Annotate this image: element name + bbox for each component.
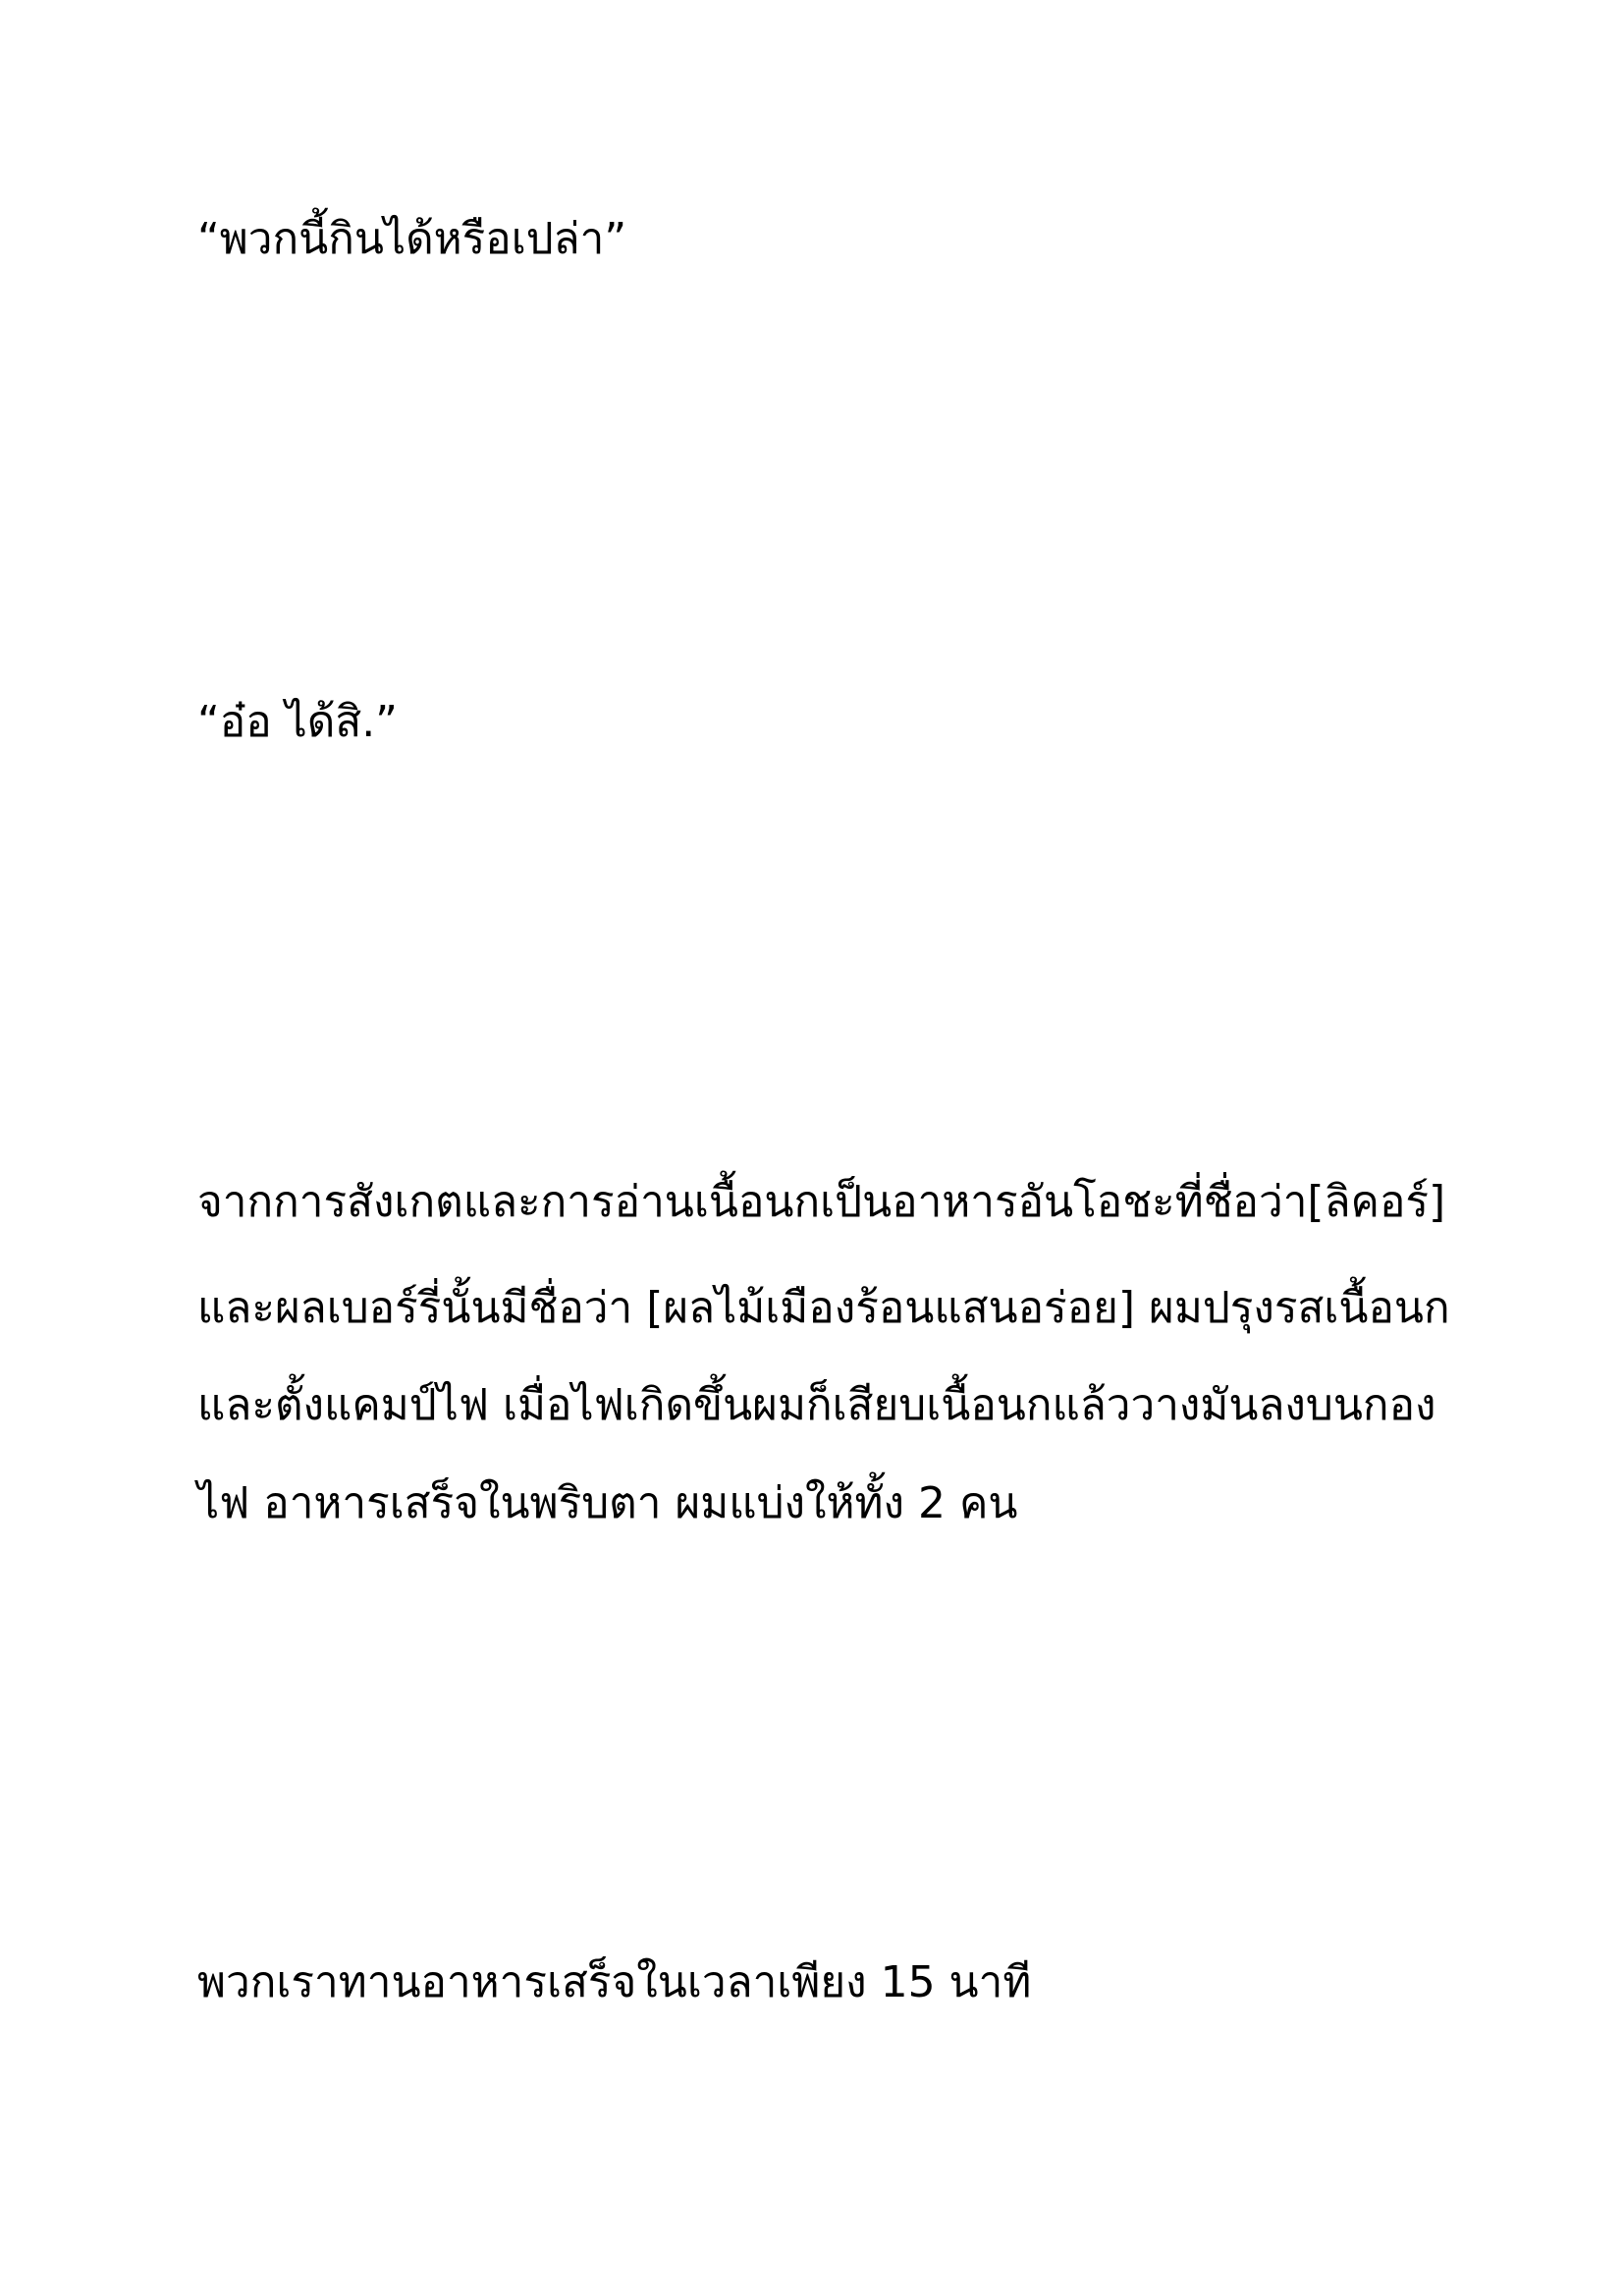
paragraph-line: จากการสังเกตและการอ่านเนื้อนกเป็นอาหารอันโอชะที่ชื่อว่า[ลิคอร์] <box>197 1177 1446 1227</box>
closing-line: พวกเราทานอาหารเสร็จในเวลาเพียง 15 นาที <box>197 1957 1032 2007</box>
dialogue-line: “พวกนี้กินได้หรือเปล่า” <box>197 214 627 264</box>
paragraph-line: ไฟ อาหารเสร็จในพริบตา ผมแบ่งให้ทั้ง 2 คน <box>197 1478 1018 1528</box>
paragraph-line: และผลเบอร์รี่นั้นมีชื่อว่า [ผลไม้เมืองร้อนแสนอร่อย] ผมปรุงรสเนื้อนก <box>197 1283 1450 1333</box>
paragraph-line: และตั้งแคมป์ไฟ เมื่อไฟเกิดขึ้นผมก็เสียบเนื้อนกแล้ววางมันลงบนกอง <box>197 1380 1436 1430</box>
dialogue-line: “อ๋อ ได้สิ.” <box>197 697 398 747</box>
